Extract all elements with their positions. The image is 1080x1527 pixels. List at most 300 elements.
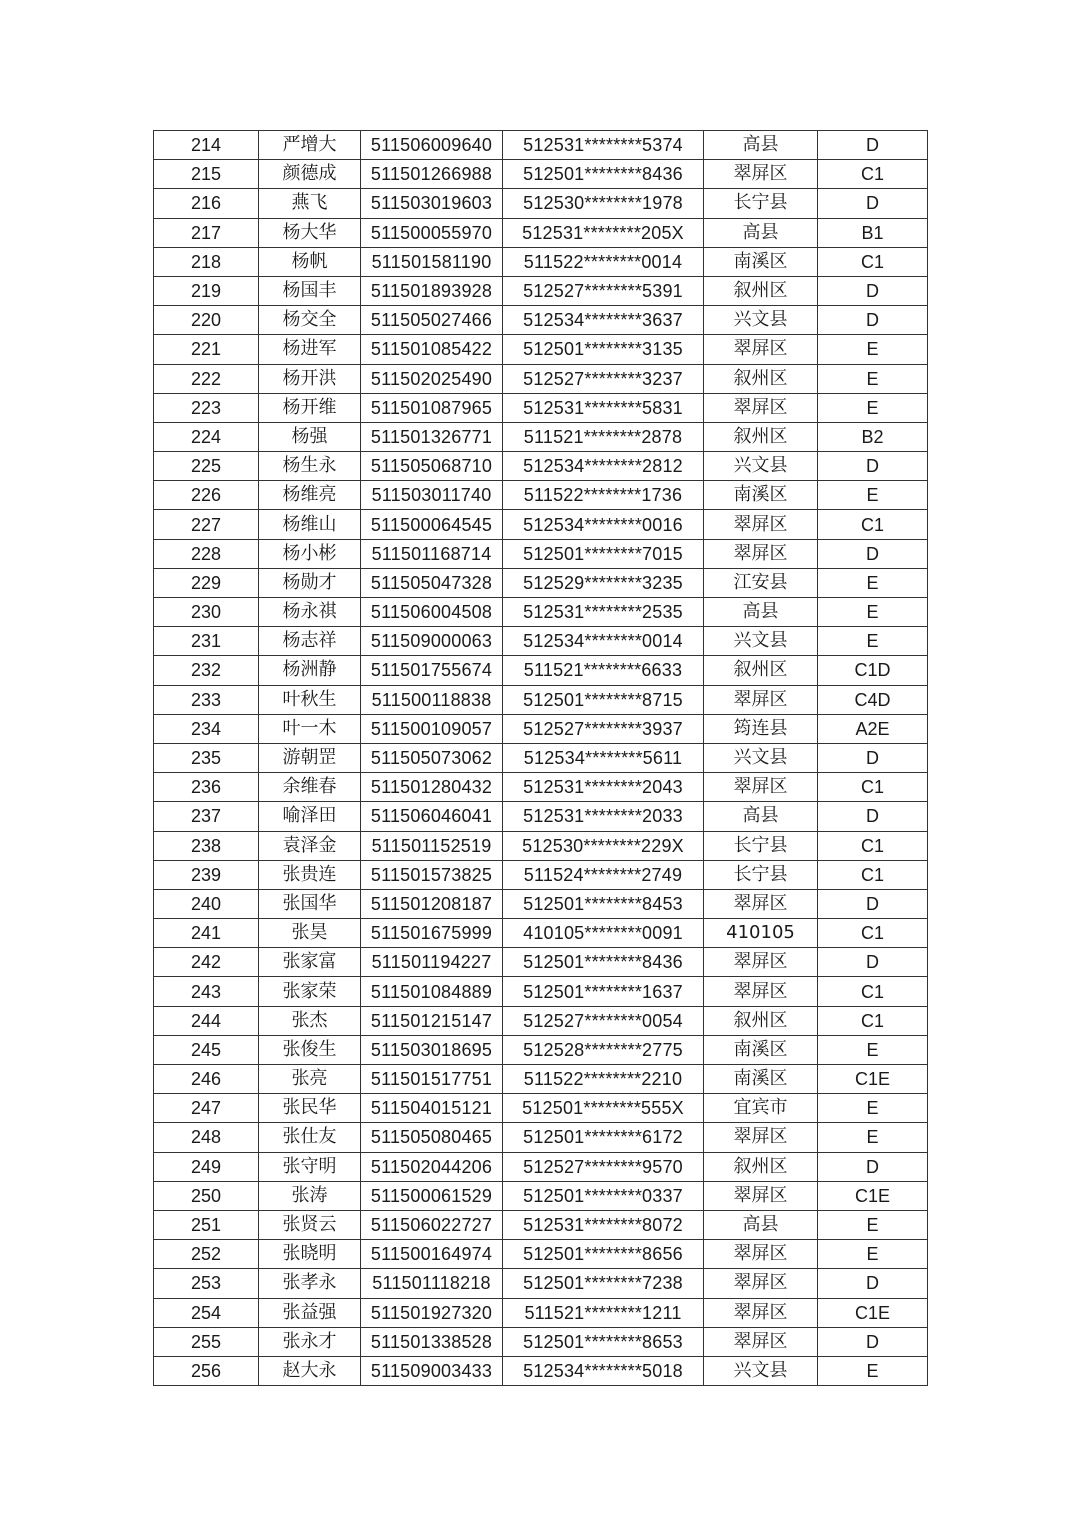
name-cell: 张杰 [259, 1006, 361, 1035]
table-row [154, 481, 928, 510]
table-row [154, 1269, 928, 1298]
table-row [154, 1006, 928, 1035]
district-cell: 江安县 [704, 568, 818, 597]
row-number-cell: 219 [154, 276, 259, 305]
id-number-cell: 512501********3135 [503, 335, 704, 364]
grade-cell: C1E [818, 1181, 928, 1210]
id-number-cell: 512501********7015 [503, 539, 704, 568]
name-cell: 杨帆 [259, 247, 361, 276]
row-number-cell: 240 [154, 889, 259, 918]
district-cell: 南溪区 [704, 247, 818, 276]
id-number-cell: 512501********8436 [503, 948, 704, 977]
grade-cell: C1 [818, 977, 928, 1006]
id-number-cell: 512527********3937 [503, 714, 704, 743]
table-row [154, 1298, 928, 1327]
grade-cell: E [818, 1210, 928, 1239]
name-cell: 张国华 [259, 889, 361, 918]
name-cell: 张孝永 [259, 1269, 361, 1298]
code-cell: 511500164974 [361, 1240, 503, 1269]
grade-cell: D [818, 948, 928, 977]
name-cell: 燕飞 [259, 189, 361, 218]
grade-cell: D [818, 306, 928, 335]
district-cell: 翠屏区 [704, 1269, 818, 1298]
table-row [154, 802, 928, 831]
grade-cell: D [818, 276, 928, 305]
table-row [154, 1094, 928, 1123]
district-cell: 叙州区 [704, 364, 818, 393]
district-cell: 筠连县 [704, 714, 818, 743]
code-cell: 511505080465 [361, 1123, 503, 1152]
name-cell: 袁泽金 [259, 831, 361, 860]
table-row [154, 131, 928, 160]
name-cell: 张涛 [259, 1181, 361, 1210]
table-row [154, 452, 928, 481]
row-number-cell: 238 [154, 831, 259, 860]
row-number-cell: 222 [154, 364, 259, 393]
grade-cell: C1E [818, 1065, 928, 1094]
name-cell: 杨开维 [259, 393, 361, 422]
id-number-cell: 512528********2775 [503, 1035, 704, 1064]
id-number-cell: 512534********2812 [503, 452, 704, 481]
table-row [154, 1123, 928, 1152]
id-number-cell: 512530********229X [503, 831, 704, 860]
district-cell: 兴文县 [704, 1356, 818, 1385]
table-row [154, 860, 928, 889]
code-cell: 511500118838 [361, 685, 503, 714]
row-number-cell: 218 [154, 247, 259, 276]
row-number-cell: 233 [154, 685, 259, 714]
district-cell: 南溪区 [704, 1035, 818, 1064]
grade-cell: D [818, 1152, 928, 1181]
table-row [154, 1035, 928, 1064]
id-number-cell: 512531********8072 [503, 1210, 704, 1239]
district-cell: 叙州区 [704, 276, 818, 305]
id-number-cell: 511522********0014 [503, 247, 704, 276]
district-cell: 翠屏区 [704, 1298, 818, 1327]
table-row [154, 422, 928, 451]
table-row [154, 831, 928, 860]
grade-cell: D [818, 189, 928, 218]
table-row [154, 1327, 928, 1356]
name-cell: 张俊生 [259, 1035, 361, 1064]
row-number-cell: 229 [154, 568, 259, 597]
code-cell: 511505068710 [361, 452, 503, 481]
id-number-cell: 511522********2210 [503, 1065, 704, 1094]
row-number-cell: 242 [154, 948, 259, 977]
id-number-cell: 512527********9570 [503, 1152, 704, 1181]
grade-cell: E [818, 481, 928, 510]
table-row [154, 218, 928, 247]
grade-cell: C1 [818, 1006, 928, 1035]
id-number-cell: 512501********0337 [503, 1181, 704, 1210]
row-number-cell: 255 [154, 1327, 259, 1356]
name-cell: 叶一木 [259, 714, 361, 743]
district-cell: 叙州区 [704, 656, 818, 685]
grade-cell: C1 [818, 510, 928, 539]
code-cell: 511501927320 [361, 1298, 503, 1327]
id-number-cell: 512501********555X [503, 1094, 704, 1123]
grade-cell: C1 [818, 919, 928, 948]
row-number-cell: 235 [154, 743, 259, 772]
id-number-cell: 512501********8436 [503, 160, 704, 189]
row-number-cell: 254 [154, 1298, 259, 1327]
id-number-cell: 512531********2033 [503, 802, 704, 831]
grade-cell: C1 [818, 160, 928, 189]
row-number-cell: 237 [154, 802, 259, 831]
district-cell: 翠屏区 [704, 977, 818, 1006]
name-cell: 杨大华 [259, 218, 361, 247]
row-number-cell: 249 [154, 1152, 259, 1181]
district-cell: 翠屏区 [704, 685, 818, 714]
code-cell: 511501893928 [361, 276, 503, 305]
row-number-cell: 221 [154, 335, 259, 364]
id-number-cell: 512534********3637 [503, 306, 704, 335]
name-cell: 张家富 [259, 948, 361, 977]
row-number-cell: 241 [154, 919, 259, 948]
name-cell: 杨维山 [259, 510, 361, 539]
code-cell: 511501208187 [361, 889, 503, 918]
row-number-cell: 253 [154, 1269, 259, 1298]
table-row [154, 1181, 928, 1210]
table-row [154, 393, 928, 422]
id-number-cell: 512527********3237 [503, 364, 704, 393]
row-number-cell: 217 [154, 218, 259, 247]
grade-cell: E [818, 1035, 928, 1064]
table-row [154, 276, 928, 305]
district-cell: 叙州区 [704, 1152, 818, 1181]
code-cell: 511501326771 [361, 422, 503, 451]
name-cell: 张贵连 [259, 860, 361, 889]
code-cell: 511506046041 [361, 802, 503, 831]
grade-cell: D [818, 1327, 928, 1356]
id-number-cell: 512501********7238 [503, 1269, 704, 1298]
code-cell: 511505027466 [361, 306, 503, 335]
row-number-cell: 223 [154, 393, 259, 422]
name-cell: 颜德成 [259, 160, 361, 189]
name-cell: 杨勋才 [259, 568, 361, 597]
code-cell: 511501581190 [361, 247, 503, 276]
id-number-cell: 512531********5374 [503, 131, 704, 160]
table-row [154, 685, 928, 714]
id-number-cell: 512531********205X [503, 218, 704, 247]
district-cell: 翠屏区 [704, 1123, 818, 1152]
district-cell: 长宁县 [704, 831, 818, 860]
id-number-cell: 512534********0014 [503, 627, 704, 656]
id-number-cell: 512501********1637 [503, 977, 704, 1006]
name-cell: 杨开洪 [259, 364, 361, 393]
table-row [154, 568, 928, 597]
code-cell: 511502044206 [361, 1152, 503, 1181]
code-cell: 511500061529 [361, 1181, 503, 1210]
code-cell: 511501085422 [361, 335, 503, 364]
district-cell: 翠屏区 [704, 1181, 818, 1210]
table-row [154, 247, 928, 276]
id-number-cell: 511522********1736 [503, 481, 704, 510]
district-cell: 翠屏区 [704, 160, 818, 189]
name-cell: 张亮 [259, 1065, 361, 1094]
code-cell: 511509003433 [361, 1356, 503, 1385]
id-number-cell: 512501********8715 [503, 685, 704, 714]
row-number-cell: 239 [154, 860, 259, 889]
table-row [154, 1152, 928, 1181]
district-cell: 高县 [704, 218, 818, 247]
code-cell: 511506022727 [361, 1210, 503, 1239]
district-cell: 翠屏区 [704, 773, 818, 802]
id-number-cell: 512534********0016 [503, 510, 704, 539]
district-cell: 南溪区 [704, 1065, 818, 1094]
district-cell: 兴文县 [704, 627, 818, 656]
id-number-cell: 512501********8453 [503, 889, 704, 918]
table-row [154, 189, 928, 218]
row-number-cell: 231 [154, 627, 259, 656]
row-number-cell: 243 [154, 977, 259, 1006]
grade-cell: E [818, 335, 928, 364]
code-cell: 511503019603 [361, 189, 503, 218]
district-cell: 翠屏区 [704, 1240, 818, 1269]
row-number-cell: 247 [154, 1094, 259, 1123]
code-cell: 511501118218 [361, 1269, 503, 1298]
district-cell: 翠屏区 [704, 393, 818, 422]
name-cell: 赵大永 [259, 1356, 361, 1385]
name-cell: 张晓明 [259, 1240, 361, 1269]
record-table-body [154, 131, 928, 1386]
name-cell: 游朝罡 [259, 743, 361, 772]
grade-cell: C1 [818, 247, 928, 276]
name-cell: 严增大 [259, 131, 361, 160]
grade-cell: E [818, 1240, 928, 1269]
row-number-cell: 215 [154, 160, 259, 189]
code-cell: 511501338528 [361, 1327, 503, 1356]
row-number-cell: 230 [154, 598, 259, 627]
table-row [154, 977, 928, 1006]
id-number-cell: 512534********5018 [503, 1356, 704, 1385]
code-cell: 511501280432 [361, 773, 503, 802]
table-row [154, 335, 928, 364]
grade-cell: C4D [818, 685, 928, 714]
district-cell: 高县 [704, 598, 818, 627]
grade-cell: E [818, 1356, 928, 1385]
district-cell: 叙州区 [704, 1006, 818, 1035]
grade-cell: B2 [818, 422, 928, 451]
name-cell: 杨国丰 [259, 276, 361, 305]
row-number-cell: 224 [154, 422, 259, 451]
code-cell: 511501194227 [361, 948, 503, 977]
code-cell: 511503011740 [361, 481, 503, 510]
name-cell: 张贤云 [259, 1210, 361, 1239]
table-row [154, 364, 928, 393]
code-cell: 511501517751 [361, 1065, 503, 1094]
code-cell: 511501087965 [361, 393, 503, 422]
code-cell: 511501675999 [361, 919, 503, 948]
id-number-cell: 512501********8656 [503, 1240, 704, 1269]
id-number-cell: 512527********5391 [503, 276, 704, 305]
id-number-cell: 512531********2043 [503, 773, 704, 802]
district-cell: 翠屏区 [704, 539, 818, 568]
grade-cell: D [818, 1269, 928, 1298]
name-cell: 张守明 [259, 1152, 361, 1181]
id-number-cell: 512531********2535 [503, 598, 704, 627]
grade-cell: E [818, 627, 928, 656]
grade-cell: E [818, 598, 928, 627]
table-row [154, 627, 928, 656]
district-cell: 翠屏区 [704, 948, 818, 977]
grade-cell: D [818, 452, 928, 481]
grade-cell: D [818, 539, 928, 568]
grade-cell: D [818, 889, 928, 918]
grade-cell: E [818, 364, 928, 393]
row-number-cell: 251 [154, 1210, 259, 1239]
code-cell: 511506004508 [361, 598, 503, 627]
row-number-cell: 236 [154, 773, 259, 802]
row-number-cell: 214 [154, 131, 259, 160]
table-row [154, 598, 928, 627]
grade-cell: C1 [818, 773, 928, 802]
row-number-cell: 246 [154, 1065, 259, 1094]
name-cell: 张民华 [259, 1094, 361, 1123]
table-row [154, 919, 928, 948]
district-cell: 兴文县 [704, 743, 818, 772]
district-cell: 长宁县 [704, 860, 818, 889]
name-cell: 张家荣 [259, 977, 361, 1006]
district-cell: 翠屏区 [704, 510, 818, 539]
code-cell: 511500109057 [361, 714, 503, 743]
table-row [154, 743, 928, 772]
grade-cell: C1E [818, 1298, 928, 1327]
grade-cell: E [818, 393, 928, 422]
district-cell: 高县 [704, 802, 818, 831]
id-number-cell: 512529********3235 [503, 568, 704, 597]
table-row [154, 160, 928, 189]
code-cell: 511505047328 [361, 568, 503, 597]
name-cell: 杨洲静 [259, 656, 361, 685]
id-number-cell: 512534********5611 [503, 743, 704, 772]
name-cell: 杨志祥 [259, 627, 361, 656]
row-number-cell: 234 [154, 714, 259, 743]
row-number-cell: 216 [154, 189, 259, 218]
id-number-cell: 511521********1211 [503, 1298, 704, 1327]
grade-cell: D [818, 802, 928, 831]
code-cell: 511503018695 [361, 1035, 503, 1064]
row-number-cell: 220 [154, 306, 259, 335]
name-cell: 叶秋生 [259, 685, 361, 714]
grade-cell: B1 [818, 218, 928, 247]
grade-cell: C1D [818, 656, 928, 685]
row-number-cell: 245 [154, 1035, 259, 1064]
district-cell: 高县 [704, 1210, 818, 1239]
code-cell: 511500064545 [361, 510, 503, 539]
grade-cell: E [818, 1123, 928, 1152]
code-cell: 511506009640 [361, 131, 503, 160]
district-cell: 高县 [704, 131, 818, 160]
table-row [154, 1210, 928, 1239]
grade-cell: C1 [818, 860, 928, 889]
district-cell: 宜宾市 [704, 1094, 818, 1123]
code-cell: 511501084889 [361, 977, 503, 1006]
district-cell: 翠屏区 [704, 889, 818, 918]
id-number-cell: 511524********2749 [503, 860, 704, 889]
grade-cell: E [818, 1094, 928, 1123]
row-number-cell: 248 [154, 1123, 259, 1152]
name-cell: 杨永祺 [259, 598, 361, 627]
grade-cell: E [818, 568, 928, 597]
table-row [154, 1240, 928, 1269]
row-number-cell: 226 [154, 481, 259, 510]
id-number-cell: 512501********8653 [503, 1327, 704, 1356]
name-cell: 杨小彬 [259, 539, 361, 568]
district-cell: 兴文县 [704, 452, 818, 481]
name-cell: 杨生永 [259, 452, 361, 481]
district-cell: 翠屏区 [704, 335, 818, 364]
code-cell: 511501266988 [361, 160, 503, 189]
id-number-cell: 512527********0054 [503, 1006, 704, 1035]
table-row [154, 1356, 928, 1385]
name-cell: 杨强 [259, 422, 361, 451]
grade-cell: D [818, 743, 928, 772]
grade-cell: A2E [818, 714, 928, 743]
code-cell: 511502025490 [361, 364, 503, 393]
name-cell: 张仕友 [259, 1123, 361, 1152]
name-cell: 张永才 [259, 1327, 361, 1356]
code-cell: 511501573825 [361, 860, 503, 889]
district-cell: 叙州区 [704, 422, 818, 451]
id-number-cell: 511521********2878 [503, 422, 704, 451]
id-number-cell: 512501********6172 [503, 1123, 704, 1152]
code-cell: 511501168714 [361, 539, 503, 568]
row-number-cell: 232 [154, 656, 259, 685]
id-number-cell: 512531********5831 [503, 393, 704, 422]
table-row [154, 714, 928, 743]
row-number-cell: 227 [154, 510, 259, 539]
row-number-cell: 252 [154, 1240, 259, 1269]
row-number-cell: 228 [154, 539, 259, 568]
table-row [154, 889, 928, 918]
code-cell: 511509000063 [361, 627, 503, 656]
name-cell: 张昊 [259, 919, 361, 948]
row-number-cell: 250 [154, 1181, 259, 1210]
name-cell: 杨进军 [259, 335, 361, 364]
code-cell: 511504015121 [361, 1094, 503, 1123]
grade-cell: C1 [818, 831, 928, 860]
row-number-cell: 256 [154, 1356, 259, 1385]
table-row [154, 656, 928, 685]
grade-cell: D [818, 131, 928, 160]
table-row [154, 510, 928, 539]
id-number-cell: 511521********6633 [503, 656, 704, 685]
table-row [154, 948, 928, 977]
name-cell: 杨维亮 [259, 481, 361, 510]
code-cell: 511501215147 [361, 1006, 503, 1035]
name-cell: 杨交全 [259, 306, 361, 335]
district-cell: 南溪区 [704, 481, 818, 510]
district-cell: 兴文县 [704, 306, 818, 335]
name-cell: 张益强 [259, 1298, 361, 1327]
code-cell: 511505073062 [361, 743, 503, 772]
id-number-cell: 512530********1978 [503, 189, 704, 218]
row-number-cell: 225 [154, 452, 259, 481]
district-cell: 翠屏区 [704, 1327, 818, 1356]
name-cell: 余维春 [259, 773, 361, 802]
name-cell: 喻泽田 [259, 802, 361, 831]
code-cell: 511501755674 [361, 656, 503, 685]
code-cell: 511501152519 [361, 831, 503, 860]
district-cell: 长宁县 [704, 189, 818, 218]
row-number-cell: 244 [154, 1006, 259, 1035]
table-row [154, 539, 928, 568]
record-table [153, 130, 928, 1386]
code-cell: 511500055970 [361, 218, 503, 247]
id-number-cell: 410105********0091 [503, 919, 704, 948]
table-row [154, 773, 928, 802]
